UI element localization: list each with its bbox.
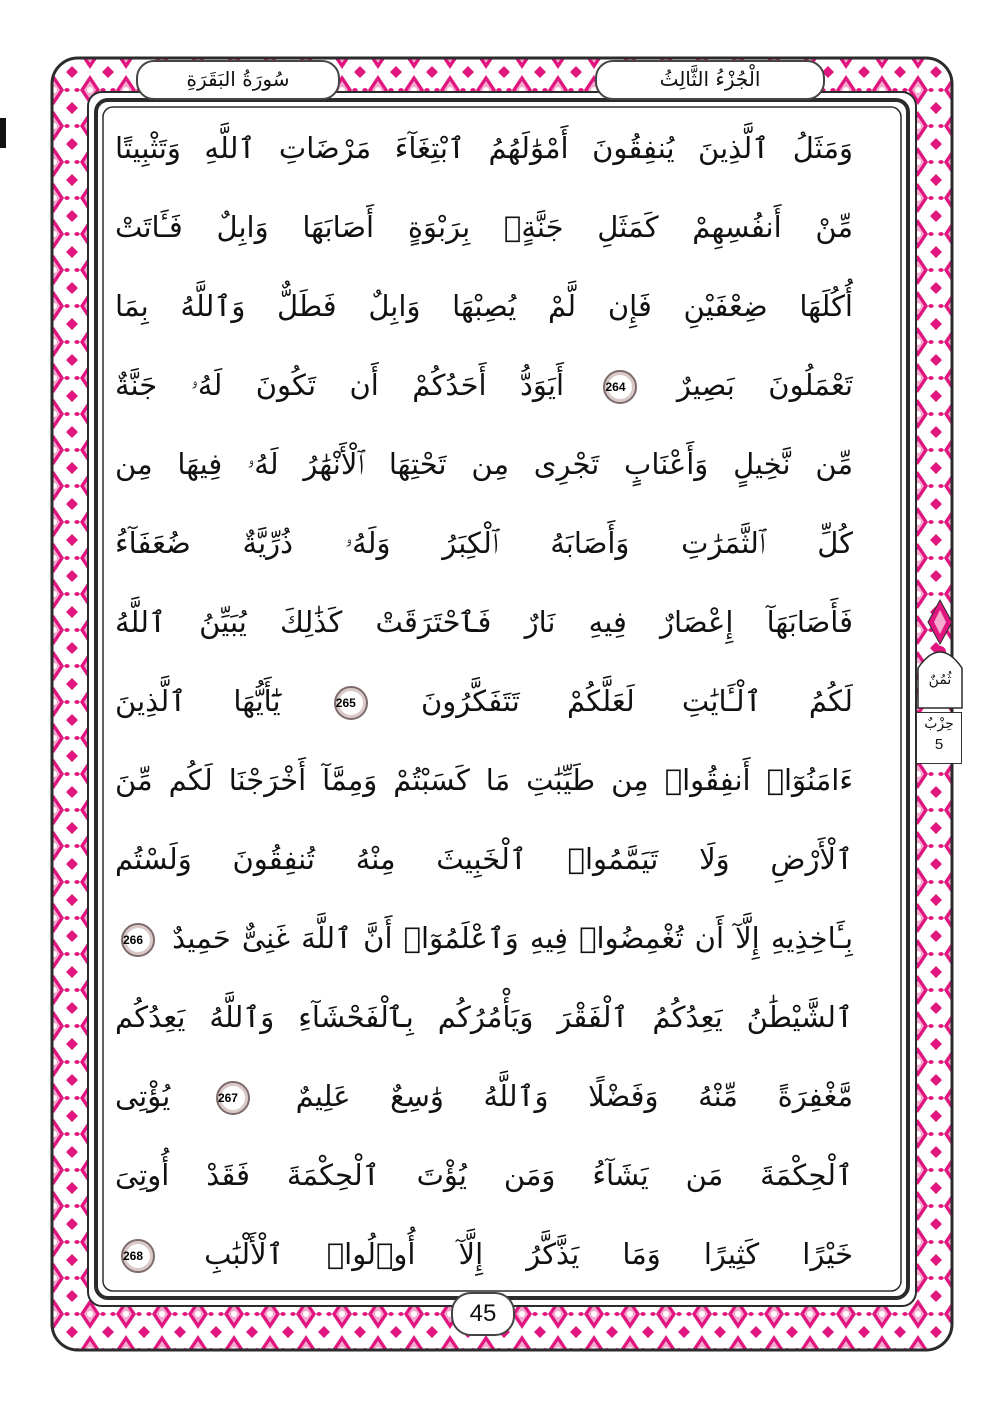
ayah-number-marker: 265 [334,686,368,720]
text-line [115,829,853,889]
hizb-word: حِزْبٌ [924,716,954,732]
text-line [115,513,853,573]
juz-label: الْجُزْءُ الثَّالِثُ [595,60,825,100]
text-line [115,987,853,1047]
line-text: كُلِّ ٱلثَّمَرَٰتِ وَأَصَابَهُ ٱلْكِبَرُ وَلَهُۥ ذُرِّيَّةٌ ضُعَفَآءُ [115,526,853,560]
ayah-number-marker: 268 [121,1239,155,1273]
line-text: مِّن نَّخِيلٍ وَأَعْنَابٍ تَجْرِى مِن تَحْتِهَا ٱلْأَنْهَٰرُ لَهُۥ فِيهَا مِن [115,447,853,481]
text-line [115,1145,853,1205]
text-line [115,671,853,731]
text-line [115,908,853,968]
line-text: وَمَثَلُ ٱلَّذِينَ يُنفِقُونَ أَمْوَٰلَهُمُ ٱبْتِغَآءَ مَرْضَاتِ ٱللَّهِ وَتَثْبِيتًا [115,131,853,165]
text-line [115,197,853,257]
line-text: خَيْرًا كَثِيرًا وَمَا يَذَّكَّرُ إِلَّآ أُو۟لُوا۟ ٱلْأَلْبَٰبِ [204,1237,853,1271]
text-line [115,750,853,810]
line-text: مَّغْفِرَةً مِّنْهُ وَفَضْلًا وَٱللَّهُ وَٰسِعٌ عَلِيمٌ [295,1079,853,1113]
ayah-number-marker: 266 [121,923,155,957]
line-text: يُؤْتِى [115,1079,171,1113]
ayah-number-marker: 264 [603,370,637,404]
hizb-number: 5 [934,736,944,753]
text-line [115,434,853,494]
text-line [115,1066,853,1126]
line-text: ءَامَنُوٓا۟ أَنفِقُوا۟ مِن طَيِّبَٰتِ مَا كَسَبْتُمْ وَمِمَّآ أَخْرَجْنَا لَكُم مِّنَ [115,763,853,797]
text-line [115,592,853,652]
line-text: ٱلْأَرْضِ وَلَا تَيَمَّمُوا۟ ٱلْخَبِيثَ مِنْهُ تُنفِقُونَ وَلَسْتُم [115,842,853,876]
thumn-marker: ثُمُنٌ [928,672,952,688]
line-text: أُكُلَهَا ضِعْفَيْنِ فَإِن لَّمْ يُصِبْهَا وَابِلٌ فَطَلٌّ وَٱللَّهُ بِمَا [115,289,853,323]
hizb-box [916,712,962,764]
line-text: يَٰٓأَيُّهَا ٱلَّذِينَ [115,684,281,718]
page-number: 45 [451,1292,515,1336]
page-edge-bar [0,118,6,148]
text-line [115,118,853,178]
line-text: مِّنْ أَنفُسِهِمْ كَمَثَلِ جَنَّةٍۭ بِرَبْوَةٍ أَصَابَهَا وَابِلٌ فَـَٔاتَتْ [115,210,853,244]
line-text: لَكُمُ ٱلْـَٔايَٰتِ لَعَلَّكُمْ تَتَفَكَّرُونَ [420,684,853,718]
line-text: فَأَصَابَهَآ إِعْصَارٌ فِيهِ نَارٌ فَٱحْتَرَقَتْ كَذَٰلِكَ يُبَيِّنُ ٱللَّهُ [115,605,853,639]
line-text: ٱلشَّيْطَٰنُ يَعِدُكُمُ ٱلْفَقْرَ وَيَأْمُرُكُم بِٱلْفَحْشَآءِ وَٱللَّهُ يَعِدُكُم [115,1000,853,1034]
line-text: تَعْمَلُونَ بَصِيرٌ [676,368,853,402]
line-text: ٱلْحِكْمَةَ مَن يَشَآءُ وَمَن يُؤْتَ ٱلْحِكْمَةَ فَقَدْ أُوتِىَ [115,1158,853,1192]
ayah-number-marker: 267 [216,1081,250,1115]
surah-label: سُورَةُ البَقَرَةِ [136,60,340,100]
text-line [115,355,853,415]
line-text: أَيَوَدُّ أَحَدُكُمْ أَن تَكُونَ لَهُۥ جَنَّةٌ [115,368,565,402]
text-line [115,1224,853,1284]
text-line [115,276,853,336]
line-text: بِـَٔاخِذِيهِ إِلَّآ أَن تُغْمِضُوا۟ فِيهِ وَٱعْلَمُوٓا۟ أَنَّ ٱللَّهَ غَنِىٌّ حَمِيدٌ [172,921,853,955]
quran-text-block [115,110,853,1286]
